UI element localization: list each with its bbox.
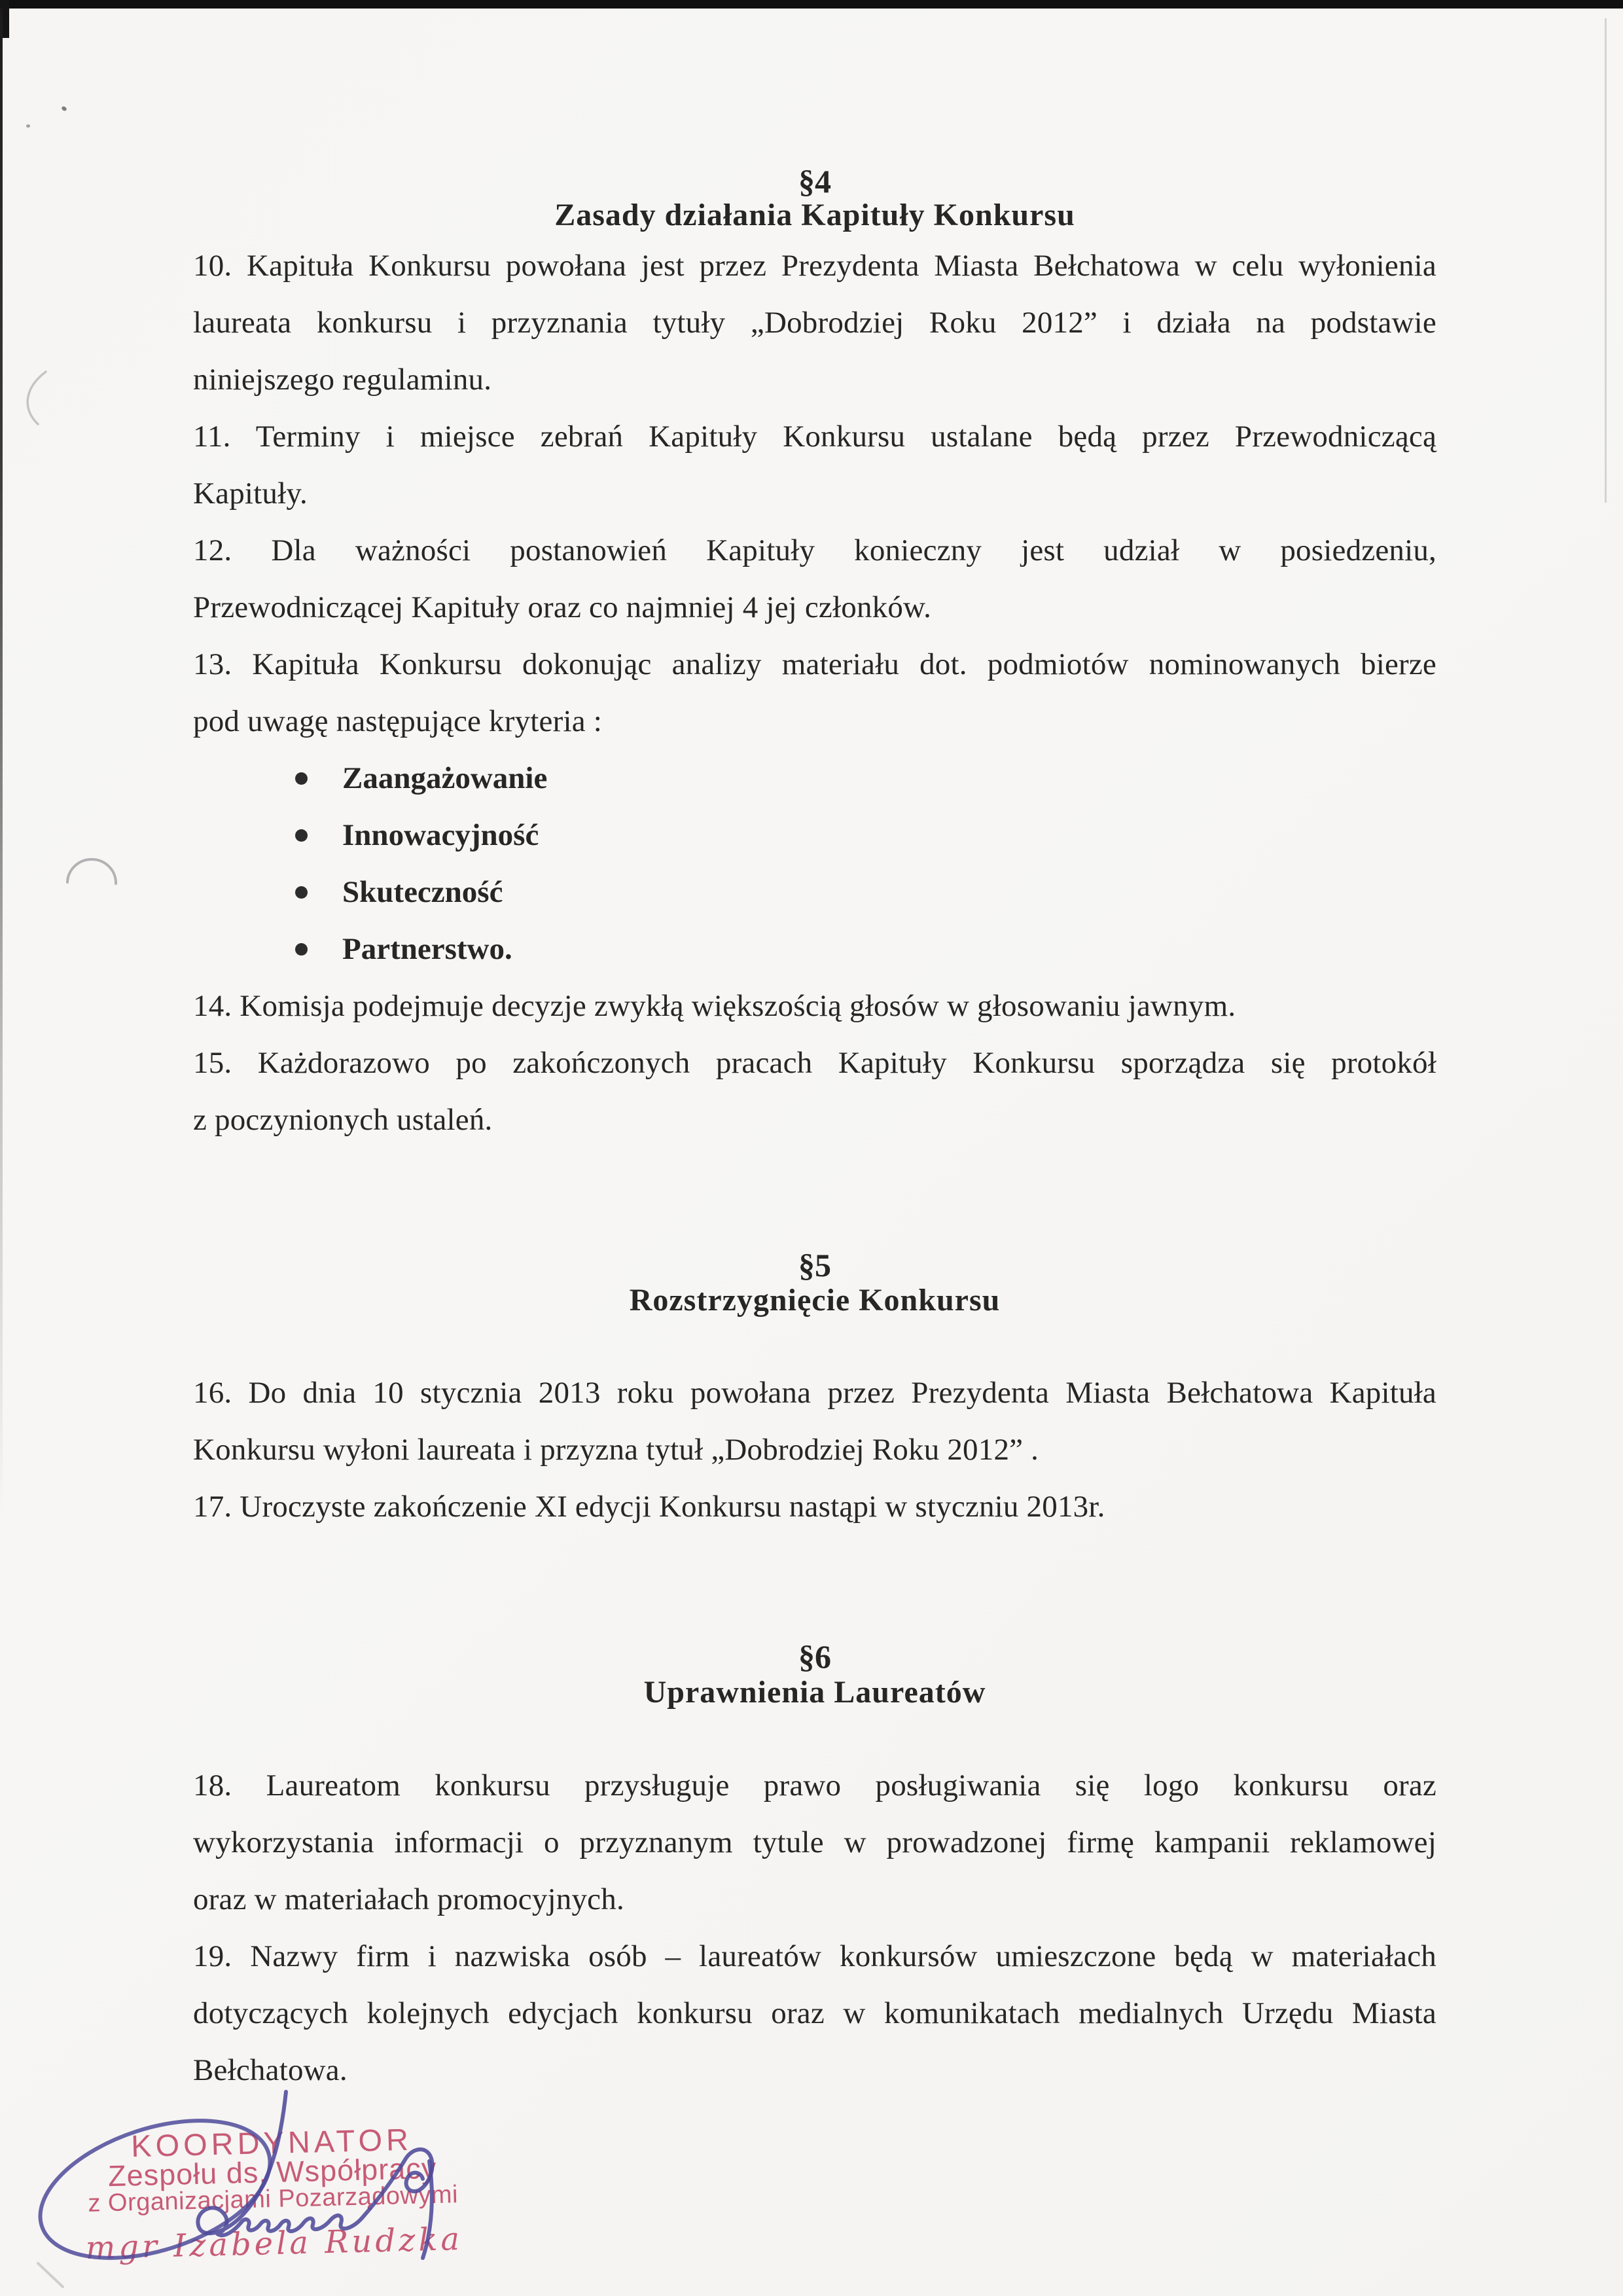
punch-hole-arc — [67, 859, 116, 884]
criteria-bullet-item — [193, 921, 1436, 978]
paragraph-line: Kapituły. — [193, 476, 308, 511]
paragraph-line: 19. Nazwy firm i nazwiska osób – laureatów konkursów umieszczone będą w materiałach — [193, 1939, 1436, 1973]
stamp-unit-line: Zespołu ds. Współpracy — [107, 2151, 437, 2193]
section-body — [193, 1365, 1436, 1535]
paragraph-line: 11. Terminy i miejsce zebrań Kapituły Konkursu ustalane będą przez Przewodniczącą — [193, 420, 1436, 454]
scan-edge-left — [0, 9, 3, 1514]
paragraph-line: oraz w materiałach promocyjnych. — [193, 1882, 624, 1916]
bullet-dot-icon — [295, 772, 308, 785]
bullet-dot-icon — [295, 886, 308, 899]
paragraph-line: Konkursu wyłoni laureata i przyzna tytuł „Dobrodziej Roku 2012” . — [193, 1433, 1039, 1467]
paragraph-line: 12. Dla ważności postanowień Kapituły konieczny jest udział w posiedzeniu, — [193, 533, 1436, 567]
scan-speck — [61, 105, 67, 112]
bullet-label: Innowacyjność — [342, 818, 539, 852]
bullet-label: Zaangażowanie — [342, 761, 548, 795]
corner-scan-mark — [38, 2263, 63, 2287]
section-body — [193, 1757, 1436, 2099]
criteria-bullet-item — [193, 807, 1436, 864]
paragraph-line: 10. Kapituła Konkursu powołana jest przez Prezydenta Miasta Bełchatowa w celu wyłonienia — [193, 249, 1436, 283]
paragraph-line: Bełchatowa. — [193, 2053, 348, 2087]
bullet-dot-icon — [295, 829, 308, 842]
scan-edge-top — [0, 0, 1623, 9]
bullet-label: Partnerstwo. — [342, 932, 512, 966]
stamp-unit-line: z Organizacjami Pozarządowymi — [87, 2181, 459, 2217]
scan-speck — [26, 124, 30, 128]
paragraph-line: z poczynionych ustaleń. — [193, 1103, 493, 1137]
paragraph-line: laureata konkursu i przyznania tytuły „Dobrodziej Roku 2012” i działa na podstawie — [193, 306, 1436, 340]
section-number: §4 — [798, 163, 831, 200]
section-par4 — [193, 164, 1436, 1149]
paragraph-line: 16. Do dnia 10 stycznia 2013 roku powołana przez Prezydenta Miasta Bełchatowa Kapituła — [193, 1376, 1436, 1410]
section-number: §5 — [798, 1247, 831, 1283]
section-title: Zasady działania Kapituły Konkursu — [554, 198, 1075, 232]
stamp-title: KOORDYNATOR — [130, 2121, 413, 2164]
coordinator-stamp — [59, 2122, 488, 2266]
scan-edge-right — [1605, 18, 1607, 503]
section-title: Uprawnienia Laureatów — [643, 1675, 986, 1710]
section-par6 — [193, 1636, 1436, 2099]
bullet-label: Skuteczność — [342, 875, 503, 909]
paragraph-line: 17. Uroczyste zakończenie XI edycji Konkursu nastąpi w styczniu 2013r. — [193, 1490, 1105, 1524]
paragraph-line: wykorzystania informacji o przyznanym tytule w prowadzonej firmę kampanii reklamowej — [193, 1825, 1436, 1859]
fold-mark-arc — [27, 372, 46, 424]
criteria-bullet-item — [193, 864, 1436, 921]
paragraph-line: niniejszego regulaminu. — [193, 363, 492, 397]
section-body — [193, 238, 1436, 1149]
bullet-dot-icon — [295, 943, 308, 956]
paragraph-line: 13. Kapituła Konkursu dokonując analizy materiału dot. podmiotów nominowanych bierze — [193, 647, 1436, 681]
stamp-signer-name: mgr Izabela Rudzka — [85, 2220, 463, 2267]
paragraph-line: 18. Laureatom konkursu przysługuje prawo posługiwania się logo konkursu oraz — [193, 1768, 1436, 1803]
section-number: §6 — [798, 1638, 831, 1675]
section-par5 — [193, 1246, 1436, 1535]
paragraph-line: dotyczących kolejnych edycjach konkursu oraz w komunikatach medialnych Urzędu Miasta — [193, 1996, 1436, 2030]
section-title: Rozstrzygnięcie Konkursu — [629, 1283, 1001, 1318]
paragraph-line: 15. Każdorazowo po zakończonych pracach Kapituły Konkursu sporządza się protokół — [193, 1046, 1436, 1080]
paragraph-line: Przewodniczącej Kapituły oraz co najmniej 4 jej członków. — [193, 590, 932, 624]
paragraph-line: 14. Komisja podejmuje decyzje zwykłą większością głosów w głosowaniu jawnym. — [193, 989, 1236, 1023]
paragraph-line: pod uwagę następujące kryteria : — [193, 704, 602, 738]
criteria-bullet-item — [193, 750, 1436, 807]
